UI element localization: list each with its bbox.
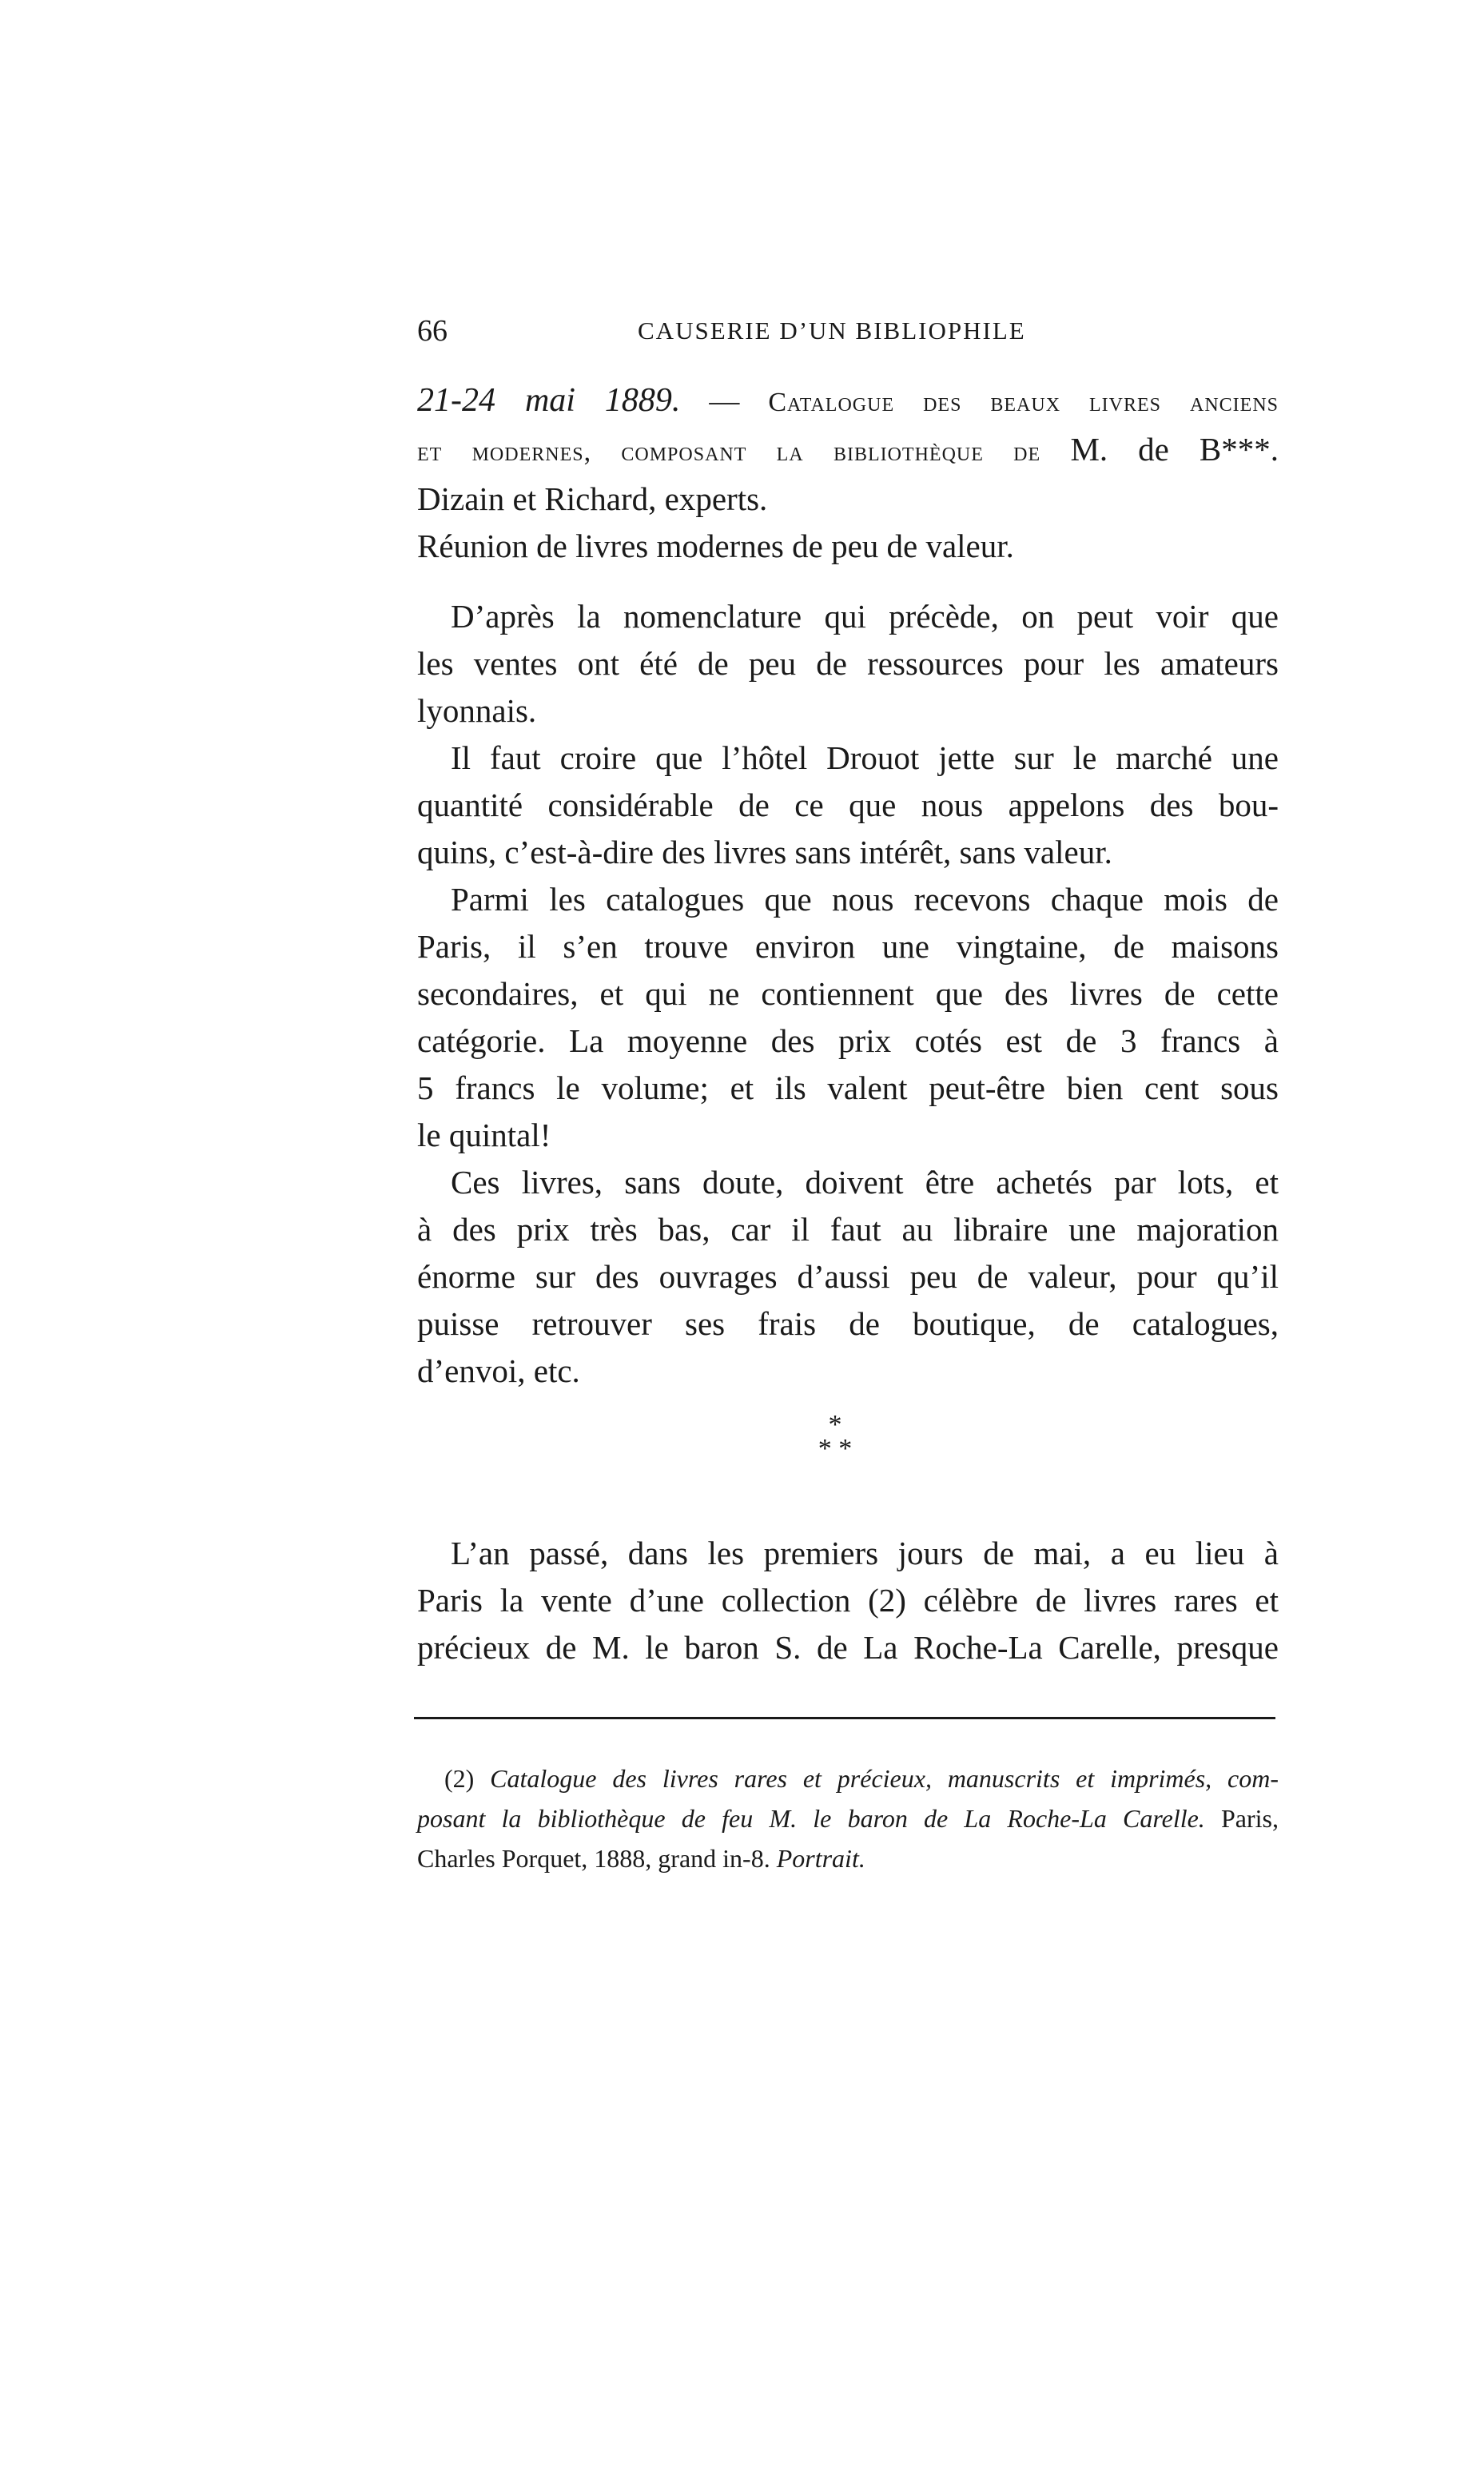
text-line: les ventes ont été de peu de ressources pour les amateurs (417, 645, 1279, 682)
text-line: le quintal! (417, 1117, 551, 1153)
footnote-rule (414, 1717, 1275, 1719)
footnote-catalog-title: Catalogue des livres rares et précieux, manuscrits et imprimés, com- (490, 1764, 1279, 1793)
text-line: quantité considérable de ce que nous appelons des bou- (417, 787, 1279, 823)
text-line: à des prix très bas, car il faut au libraire une majoration (417, 1211, 1279, 1248)
paragraph-2 (417, 735, 1279, 876)
text-line: Il faut croire que l’hôtel Drouot jette sur le marché une (451, 739, 1279, 776)
body-text (417, 593, 1279, 1395)
catalog-entry (417, 377, 1279, 570)
page-header (417, 313, 1279, 353)
catalog-entry-date: 21-24 mai 1889. (417, 382, 681, 419)
catalog-entry-title-1: Catalogue des beaux livres anciens (768, 388, 1279, 417)
text-line: quins, c’est-à-dire des livres sans intérêt, sans valeur. (417, 834, 1112, 870)
text-line: Parmi les catalogues que nous recevons chaque mois de (451, 881, 1279, 918)
catalog-entry-owner: M. de B***. (1070, 431, 1279, 468)
text-line: puisse retrouver ses frais de boutique, de catalogues, (417, 1305, 1279, 1342)
asterism (799, 1410, 871, 1463)
paragraph-5 (417, 1530, 1279, 1671)
catalog-entry-line-1 (417, 377, 1279, 426)
text-line: lyonnais. (417, 692, 537, 729)
text-line: énorme sur des ouvrages d’aussi peu de valeur, pour qu’il (417, 1258, 1279, 1295)
catalog-entry-line-2 (417, 426, 1279, 476)
page-number: 66 (417, 314, 448, 348)
text-line: catégorie. La moyenne des prix cotés est de 3 francs à (417, 1022, 1279, 1059)
footnote-place: Paris, (1204, 1804, 1279, 1833)
footnote-line-2 (417, 1798, 1279, 1838)
text-line: secondaires, et qui ne contiennent que des livres de cette (417, 975, 1279, 1012)
paragraph-3 (417, 876, 1279, 1159)
catalog-entry-note: Réunion de livres modernes de peu de valeur. (417, 528, 1014, 564)
text-line: D’après la nomenclature qui précède, on peut voir que (451, 598, 1279, 635)
footnote-publisher: Charles Porquet, 1888, grand in-8. (417, 1844, 777, 1873)
running-title: CAUSERIE D’UN BIBLIOPHILE (638, 317, 1026, 344)
asterism-top: * (828, 1410, 842, 1440)
paragraph-1 (417, 593, 1279, 735)
catalog-entry-experts: Dizain et Richard, experts. (417, 480, 768, 517)
text-line: Paris, il s’en trouve environ une vingtaine, de maisons (417, 928, 1279, 965)
paragraph-4 (417, 1159, 1279, 1395)
footnote (417, 1758, 1279, 1878)
text-line: 5 francs le volume; et ils valent peut-être bien cent sous (417, 1069, 1279, 1106)
footnote-marker: (2) (444, 1764, 491, 1793)
text-line: Ces livres, sans doute, doivent être achetés par lots, et (451, 1164, 1279, 1201)
catalog-entry-title-2: et modernes, composant la bibliothèque de (417, 437, 1071, 467)
footnote-portrait: Portrait. (776, 1844, 865, 1873)
asterism-bottom: * * (818, 1434, 853, 1463)
closing-text (417, 1530, 1279, 1671)
text-line: précieux de M. le baron S. de La Roche-La Carelle, presque (417, 1629, 1279, 1666)
text-line: L’an passé, dans les premiers jours de mai, a eu lieu à (451, 1535, 1279, 1571)
text-line: d’envoi, etc. (417, 1352, 580, 1389)
text-line: Paris la vente d’une collection (2) célèbre de livres rares et (417, 1582, 1279, 1619)
footnote-line-3 (417, 1838, 1279, 1878)
catalog-entry-dash: — (680, 384, 769, 418)
footnote-line-1 (417, 1758, 1279, 1798)
footnote-catalog-title-cont: posant la bibliothèque de feu M. le baron de La Roche-La Carelle. (417, 1804, 1205, 1833)
